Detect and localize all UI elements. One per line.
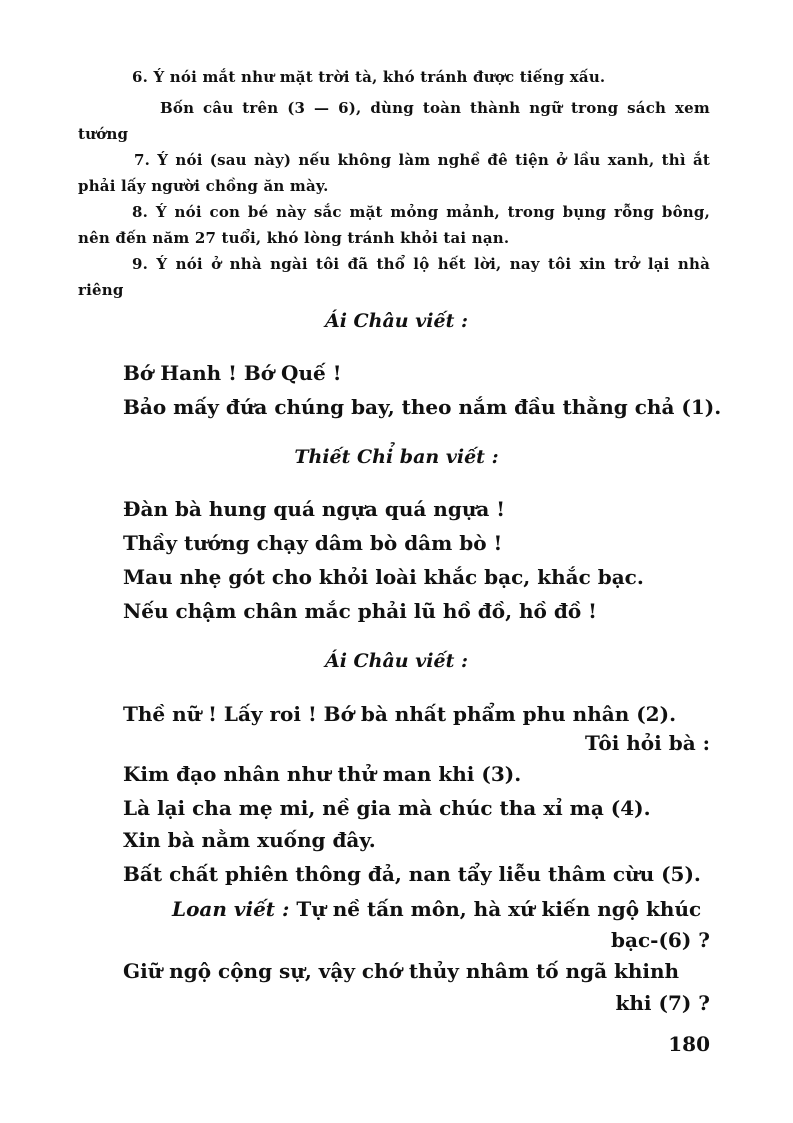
verse-line: Giữ ngộ cộng sự, vậy chớ thủy nhâm tố ngã khinh [123, 959, 680, 983]
verse-line-loan [172, 897, 772, 921]
footnote-7: 7. Ý nói (sau này) nếu không làm nghề đê tiện ở lầu xanh, thì ắt phải lấy người chồng ăn mày. [78, 151, 710, 195]
speaker-heading-ai-chau-2: Ái Châu viết : [324, 650, 468, 672]
verse-line: Mau nhẹ gót cho khỏi loài khắc bạc, khắc bạc. [123, 565, 644, 589]
footnote-9: 9. Ý nói ở nhà ngài tôi đã thổ lộ hết lời, nay tôi xin trở lại nhà riêng [78, 255, 710, 299]
footnote-6: 6. Ý nói mắt như mặt trời tà, khó tránh được tiếng xấu. [132, 68, 606, 86]
verse-line: Đàn bà hung quá ngựa quá ngựa ! [123, 497, 506, 521]
verse-line: Bất chất phiên thông đả, nan tẩy liễu thâm cừu (5). [123, 862, 701, 886]
verse-line: Xin bà nằm xuống đây. [123, 828, 376, 852]
speaker-heading-ai-chau-1: Ái Châu viết : [324, 310, 468, 332]
speaker-heading-thiet-chi: Thiết Chỉ ban viết : [294, 446, 499, 468]
verse-line-continuation: bạc-(6) ? [611, 928, 710, 952]
verse-line: Bảo mấy đứa chúng bay, theo nắm đầu thằng chả (1). [123, 395, 722, 419]
footnote-8: 8. Ý nói con bé này sắc mặt mỏng mảnh, trong bụng rỗng bông, nên đến năm 27 tuổi, khó lòng tránh khỏi tai nạn. [78, 203, 710, 247]
speaker-label-loan: Loan viết : [172, 897, 290, 921]
verse-line: Thề nữ ! Lấy roi ! Bớ bà nhất phẩm phu nhân (2). [123, 702, 677, 726]
verse-line: Nếu chậm chân mắc phải lũ hồ đồ, hồ đồ ! [123, 599, 597, 623]
verse-line: Bớ Hanh ! Bớ Quế ! [123, 361, 342, 385]
footnote-3-6: Bốn câu trên (3 — 6), dùng toàn thành ngữ trong sách xem tướng [78, 99, 710, 143]
verse-line: Thầy tướng chạy dâm bò dâm bò ! [123, 531, 503, 555]
verse-line-continuation: Tôi hỏi bà : [585, 731, 710, 755]
verse-line-continuation: khi (7) ? [615, 991, 710, 1015]
verse-text: Tự nề tấn môn, hà xứ kiến ngộ khúc [289, 897, 702, 921]
verse-line: Là lại cha mẹ mi, nề gia mà chúc tha xỉ mạ (4). [123, 796, 651, 820]
verse-line: Kim đạo nhân như thử man khi (3). [123, 762, 522, 786]
page-number: 180 [668, 1032, 710, 1056]
